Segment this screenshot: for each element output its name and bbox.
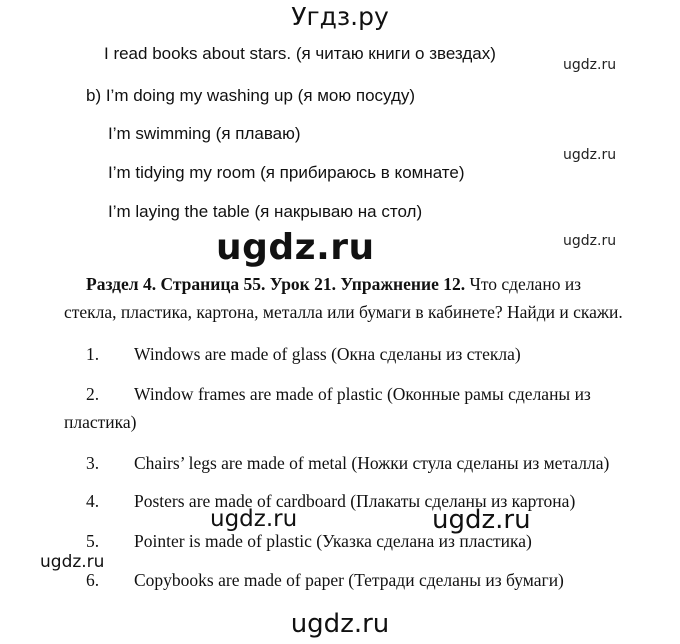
item-text: Copybooks are made of paper (Тетради сделаны из бумаги)	[134, 570, 564, 590]
item-number: 5.	[86, 531, 100, 551]
item-text-continued: пластика)	[64, 412, 137, 432]
section-b-first: b) I’m doing my washing up (я мою посуду)	[86, 86, 416, 105]
exercise-heading	[86, 274, 581, 295]
item-text: Chairs’ legs are made of metal (Ножки стула сделаны из металла)	[134, 453, 610, 473]
watermark-large: ugdz.ru	[216, 227, 375, 268]
exercise-heading-bold: Раздел 4. Страница 55. Урок 21. Упражнение 12.	[86, 274, 466, 294]
sentence-stars: I read books about stars. (я читаю книги о звездах)	[104, 44, 496, 63]
watermark-small: ugdz.ru	[563, 57, 617, 73]
watermark-medium: ugdz.ru	[432, 505, 531, 535]
exercise-heading-line2: стекла, пластика, картона, металла или бумаги в кабинете? Найди и скажи.	[64, 302, 623, 322]
item-text: Posters are made of cardboard (Плакаты сделаны из картона)	[134, 491, 576, 511]
watermark-small: ugdz.ru	[563, 147, 617, 163]
watermark-small: ugdz.ru	[563, 233, 617, 249]
item-text: Windows are made of glass (Окна сделаны из стекла)	[134, 344, 521, 364]
item-number: 2.	[86, 384, 100, 404]
item-text: Pointer is made of plastic (Указка сделана из пластика)	[134, 531, 532, 551]
section-b-item: I’m laying the table (я накрываю на стол)	[108, 202, 423, 221]
exercise-heading-rest: Что сделано из	[465, 274, 582, 294]
footer-watermark: ugdz.ru	[290, 609, 390, 639]
section-b-item: I’m tidying my room (я прибираюсь в комнате)	[108, 163, 465, 182]
item-number: 4.	[86, 491, 100, 511]
site-title: Угдз.ру	[291, 2, 389, 31]
watermark-small: ugdz.ru	[40, 552, 105, 572]
item-number: 1.	[86, 344, 100, 364]
item-text: Window frames are made of plastic (Оконные рамы сделаны из	[134, 384, 591, 404]
watermark-medium: ugdz.ru	[210, 506, 298, 532]
section-b-item: I’m swimming (я плаваю)	[108, 124, 301, 143]
item-number: 6.	[86, 570, 100, 590]
item-number: 3.	[86, 453, 100, 473]
